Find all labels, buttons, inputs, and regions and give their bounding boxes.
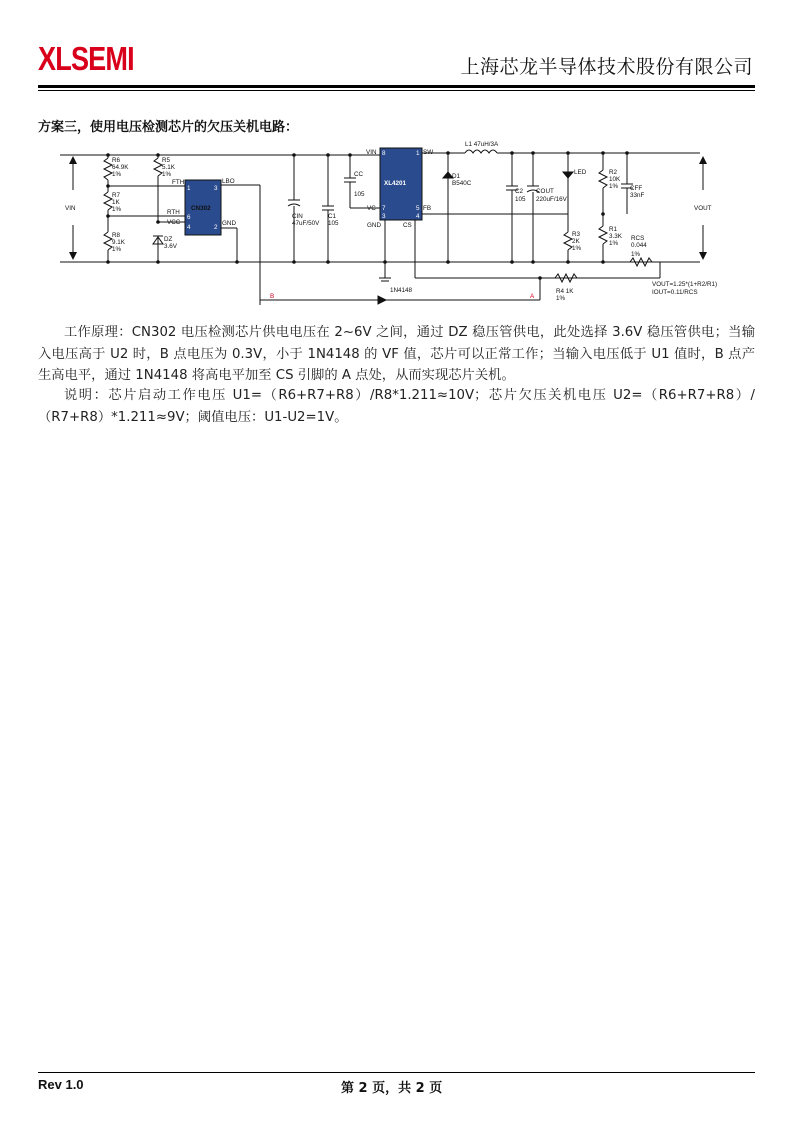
cff-ref: CFF [630,185,643,192]
pin-fth: FTH [172,179,185,186]
r5-tol: 1% [162,171,172,178]
l1-label: L1 47uH/3A [465,141,499,148]
xl-pin5: 5 [416,205,420,212]
r1-value: 3.3K [609,233,622,240]
pin-rth: RTH [167,209,180,216]
cn-pin2: 2 [214,224,218,231]
cc-ref: CC [354,171,364,178]
cff-value: 33nF [630,192,645,199]
xlsemi-logo: XLSEMI [38,40,134,77]
r2-tol: 1% [609,183,619,190]
node-a-label: A [530,293,535,300]
cin-ref: CIN [292,213,303,220]
r6-tol: 1% [112,171,122,178]
led-label: LED [574,169,587,176]
rcs-ref: RCS [631,235,645,242]
cin-value: 47uF/50V [292,220,320,227]
vin-label: VIN [65,205,76,212]
c1-value: 105 [328,220,339,227]
dz-ref: DZ [164,236,173,243]
node-b-label: B [270,293,275,300]
cn-pin4: 4 [187,224,191,231]
cout-value: 220uF/16V [536,196,567,203]
xl-pin8: 8 [382,150,386,157]
r1-ref: R1 [609,226,618,233]
cn302-label: CN302 [191,205,211,212]
pin-lbo: LBO [222,178,235,185]
d1-ref: D1 [452,173,461,180]
r8-value: 9.1K [112,239,125,246]
header-rule-thin [38,90,755,91]
d1n4148-label: 1N4148 [390,287,413,294]
uvlo-circuit-schematic [60,140,740,305]
r5-value: 5.1K [162,164,175,171]
vout-label: VOUT [694,205,712,212]
r3-value: 2K [572,238,580,245]
company-name: 上海芯龙半导体技术股份有限公司 [460,56,753,78]
xl-pin3: 3 [382,213,386,220]
xl-pin1: 1 [416,150,420,157]
r7-ref: R7 [112,192,121,199]
pin-vin: VIN [366,149,377,156]
footer-rule [38,1072,755,1073]
working-principle-text: 工作原理：CN302 电压检测芯片供电电压在 2~6V 之间，通过 DZ 稳压管供电，此处选择 3.6V 稳压管供电；当输入电压高于 U2 时，B 点电压为 0.3V，小于 1N4148 的 VF 值，芯片可以正常工作；当输入电压低于 U1 值时，B 点产生高电平，通过 1N4148 将高电平加至 CS 引脚的 A 点处，从而实现芯片关机。 [38,325,755,383]
c2-value: 105 [515,196,526,203]
r4-tol: 1% [556,295,566,302]
section-title: 方案三，使用电压检测芯片的欠压关机电路： [38,120,299,135]
c2-ref: C2 [515,188,524,195]
r6-value: 64.9K [112,164,129,171]
r1-tol: 1% [609,240,619,247]
xl-pin7: 7 [382,205,386,212]
r8-tol: 1% [112,246,122,253]
d1-value: B540C [452,180,472,187]
explanation-text: 说明：芯片启动工作电压 U1=（R6+R7+R8）/R8*1.211≈10V；芯片欠压关机电压 U2=（R6+R7+R8）/（R7+R8）*1.211≈9V；阈值电压：U1-U2=1V。 [38,388,755,425]
r4-ref: R4 1K [556,288,574,295]
pin-sw: SW [423,149,434,156]
explanation-paragraph [38,385,755,428]
r2-value: 10K [609,176,621,183]
cc-value: 105 [354,191,365,198]
page-number: 第 2 页，共 2 页 [341,1081,443,1096]
revision-label: Rev 1.0 [38,1077,84,1092]
pin-gnd-xl: GND [367,222,381,229]
r3-tol: 1% [572,245,582,252]
c1-ref: C1 [328,213,337,220]
xl-pin4: 4 [416,213,420,220]
pin-fb: FB [423,205,432,212]
vout-equation: VOUT=1.25*(1+R2/R1) [652,281,718,288]
iout-equation: IOUT=0.11/RCS [652,289,698,296]
r2-ref: R2 [609,169,618,176]
r7-value: 1K [112,199,120,206]
cn-pin3: 3 [214,185,218,192]
r8-ref: R8 [112,232,121,239]
working-principle-paragraph [38,322,755,387]
pin-cs: CS [403,222,412,229]
dz-value: 3.6V [164,243,177,250]
xl4201-label: XL4201 [384,180,407,187]
pin-vc: VC [367,205,376,212]
rcs-value: 0.044 [631,242,647,249]
cn-pin1: 1 [187,185,191,192]
header-rule [38,85,755,88]
pin-vcc: VCC [167,219,181,226]
cn-pin6: 6 [187,214,191,221]
r7-tol: 1% [112,206,122,213]
pin-gnd-cn: GND [222,220,236,227]
rcs-tol: 1% [631,251,641,258]
r3-ref: R3 [572,231,581,238]
r6-ref: R6 [112,157,121,164]
r5-ref: R5 [162,157,171,164]
cout-ref: COUT [536,188,554,195]
